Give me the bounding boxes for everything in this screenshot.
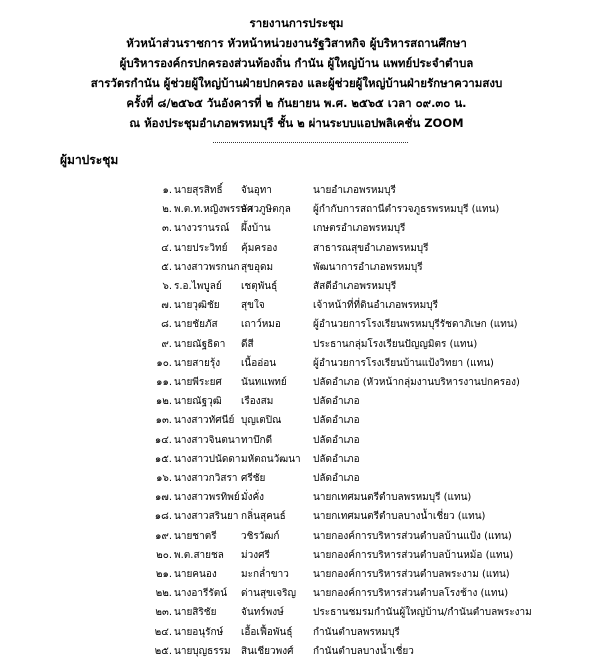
attendee-position: ปลัดอำเภอ (หัวหน้ากลุ่มงานบริหารงานปกครอง) — [313, 377, 520, 388]
attendee-position: สาธารณสุขอำเภอพรหมบุรี — [313, 243, 429, 254]
attendee-row — [0, 567, 593, 582]
attendee-row — [0, 452, 593, 467]
attendee-row — [0, 586, 593, 601]
attendee-first-name: นางสาวกวิสรา — [174, 473, 238, 484]
attendee-last-name: เถาว์หมอ — [241, 319, 281, 330]
attendee-first-name: นายคนอง — [174, 569, 217, 580]
section-heading-attendees: ผู้มาประชุม — [60, 153, 119, 167]
attendee-number: ๗. — [161, 300, 172, 311]
attendee-number: ๑๗. — [154, 492, 172, 503]
attendee-row — [0, 356, 593, 371]
attendee-row — [0, 644, 593, 659]
attendee-number: ๑๙. — [155, 531, 172, 542]
attendee-last-name: ผึ้งบ้าน — [241, 223, 271, 234]
attendee-row — [0, 317, 593, 332]
attendee-number: ๒๓. — [155, 607, 172, 618]
attendee-last-name: กลิ่นสุคนธ์ — [241, 511, 286, 522]
attendee-row — [0, 375, 593, 390]
attendee-last-name: เนื้ออ่อน — [241, 358, 277, 369]
title-divider — [213, 142, 408, 143]
attendee-last-name: จันทร์พงษ์ — [241, 607, 284, 618]
attendee-number: ๒๐. — [156, 550, 172, 561]
attendee-position: ปลัดอำเภอ — [313, 435, 360, 446]
attendee-number: ๒๔. — [154, 627, 172, 638]
attendee-last-name: วชิรวัฒก์ — [241, 531, 280, 542]
attendee-first-name: นางวรานรณ์ — [174, 223, 230, 234]
attendee-position: ประธานชมรมกำนันผู้ใหญ่บ้าน/กำนันตำบลพระงาม — [313, 607, 532, 618]
attendee-first-name: นายณัฐวุฒิ — [174, 396, 222, 407]
attendee-first-name: นางสาวสรินยา — [174, 511, 239, 522]
attendee-number: ๒. — [162, 204, 172, 215]
attendee-number: ๑. — [162, 185, 172, 196]
attendee-first-name: นายชัยภัส — [174, 319, 218, 330]
attendee-first-name: นางอารีรัตน์ — [174, 588, 228, 599]
attendee-row — [0, 413, 593, 428]
attendee-position: ปลัดอำเภอ — [313, 396, 360, 407]
attendee-row — [0, 202, 593, 217]
attendee-row — [0, 279, 593, 294]
attendee-first-name: นายสิริชัย — [174, 607, 217, 618]
attendee-row — [0, 260, 593, 275]
attendee-first-name: นายสายรุ้ง — [174, 358, 221, 369]
attendee-position: ปลัดอำเภอ — [313, 415, 360, 426]
attendee-row — [0, 433, 593, 448]
attendee-position: ผู้อำนวยการโรงเรียนบ้านแป้งวิทยา (แทน) — [313, 358, 494, 369]
attendee-last-name: เรืองสม — [241, 396, 274, 407]
attendee-position: เจ้าหน้าที่ที่ดินอำเภอพรหมบุรี — [313, 300, 438, 311]
attendee-first-name: นายประวิทย์ — [174, 243, 228, 254]
attendee-last-name: ด่านสุขเจริญ — [241, 588, 297, 599]
attendee-last-name: ทาบึกดี — [241, 435, 273, 446]
attendee-group-line-3: สารวัตรกำนัน ผู้ช่วยผู้ใหญ่บ้านฝ่ายปกครอง และผู้ช่วยผู้ใหญ่บ้านฝ่ายรักษาความสงบ — [90, 76, 503, 90]
attendee-position: กำนันตำบลพรหมบุรี — [313, 627, 400, 638]
attendee-position: ปลัดอำเภอ — [313, 473, 360, 484]
attendee-position: ปลัดอำเภอ — [313, 454, 360, 465]
meeting-venue-line: ณ ห้องประชุมอำเภอพรหมบุรี ชั้น ๒ ผ่านระบบแอปพลิเคชั่น ZOOM — [129, 116, 464, 130]
attendee-last-name: มหัตถนวัฒนา — [241, 454, 301, 465]
attendee-position: ผู้อำนวยการโรงเรียนพรหมบุรีรัชดาภิเษก (แทน) — [313, 319, 518, 330]
attendee-row — [0, 490, 593, 505]
attendee-number: ๑๒. — [155, 396, 172, 407]
attendee-first-name: นายพีระยศ — [174, 377, 222, 388]
attendee-last-name: สินเชียวพงศ์ — [241, 646, 294, 657]
attendee-number: ๑๔. — [154, 435, 172, 446]
attendee-row — [0, 221, 593, 236]
attendee-position: นายกองค์การบริหารส่วนตำบลโรงช้าง (แทน) — [313, 588, 509, 599]
attendee-row — [0, 625, 593, 640]
attendee-last-name: สุขใจ — [241, 300, 265, 311]
attendee-last-name: มะกล่ำขาว — [241, 569, 289, 580]
attendee-last-name: จันอุทา — [241, 185, 272, 196]
attendee-last-name: คุ้มครอง — [241, 243, 278, 254]
attendee-row — [0, 337, 593, 352]
attendee-row — [0, 394, 593, 409]
attendee-row — [0, 471, 593, 486]
attendee-position: ประธานกลุ่มโรงเรียนปัญญมิตร (แทน) — [313, 339, 478, 350]
attendee-position: นายกองค์การบริหารส่วนตำบลบ้านหม้อ (แทน) — [313, 550, 514, 561]
attendee-group-line-1: หัวหน้าส่วนราชการ หัวหน้าหน่วยงานรัฐวิสาหกิจ ผู้บริหารสถานศึกษา — [126, 36, 467, 50]
attendee-row — [0, 509, 593, 524]
attendee-last-name: สุขอุดม — [241, 262, 274, 273]
attendee-first-name: นางสาวปนัดดา — [174, 454, 241, 465]
attendee-last-name: เชตุพันธุ์ — [241, 281, 278, 292]
attendee-last-name: ม่วงศรี — [241, 550, 270, 561]
attendee-first-name: นายสุรสิทธิ์ — [174, 185, 223, 196]
attendee-position: นายกเทศมนตรีตำบลพรหมบุรี (แทน) — [313, 492, 472, 503]
attendee-number: ๒๕. — [154, 646, 172, 657]
attendee-number: ๑๖. — [156, 473, 172, 484]
meeting-date-line: ครั้งที่ ๘/๒๕๖๕ วันอังคารที่ ๒ กันยายน พ.ศ. ๒๕๖๕ เวลา ๐๙.๓๐ น. — [126, 96, 467, 110]
attendee-first-name: พ.ต.สายชล — [174, 550, 224, 561]
attendee-number: ๙. — [161, 339, 172, 350]
attendee-number: ๖. — [162, 281, 172, 292]
attendee-row — [0, 298, 593, 313]
attendee-position: ผู้กำกับการสถานีตำรวจภูธรพรหมบุรี (แทน) — [313, 204, 500, 215]
attendee-first-name: นายอนุรักษ์ — [174, 627, 224, 638]
attendee-row — [0, 241, 593, 256]
attendee-first-name: ร.อ.ไพบูลย์ — [174, 281, 222, 292]
attendee-last-name: มั่งคั่ง — [241, 492, 265, 503]
attendee-last-name: เอื้อเฟื้อพันธุ์ — [241, 627, 293, 638]
attendee-first-name: นางสาวพรกนก — [174, 262, 240, 273]
attendee-last-name: ศรีชัย — [241, 473, 266, 484]
attendee-row — [0, 529, 593, 544]
attendee-first-name: นายวุฒิชัย — [174, 300, 220, 311]
attendee-number: ๒๒. — [155, 588, 172, 599]
attendee-position: เกษตรอำเภอพรหมบุรี — [313, 223, 406, 234]
attendee-position: นายอำเภอพรหมบุรี — [313, 185, 396, 196]
attendee-position: นายกเทศมนตรีตำบลบางน้ำเชี่ยว (แทน) — [313, 511, 486, 522]
attendee-first-name: นายณัฐธิดา — [174, 339, 226, 350]
attendee-first-name: นางสาวจินตนา — [174, 435, 241, 446]
attendee-number: ๘. — [161, 319, 172, 330]
attendee-number: ๔. — [161, 243, 172, 254]
attendee-number: ๒๑. — [155, 569, 172, 580]
report-title: รายงานการประชุม — [249, 16, 344, 30]
attendee-number: ๑๑. — [156, 377, 172, 388]
attendee-group-line-2: ผู้บริหารองค์กรปกครองส่วนท้องถิ่น กำนัน ผู้ใหญ่บ้าน แพทย์ประจำตำบล — [119, 56, 474, 70]
attendee-position: นายกองค์การบริหารส่วนตำบลพระงาม (แทน) — [313, 569, 510, 580]
attendee-number: ๑๕. — [154, 454, 172, 465]
attendee-first-name: นางสาวทัศนีย์ — [174, 415, 235, 426]
attendee-last-name: นันทแพทย์ — [241, 377, 287, 388]
attendee-last-name: บุญเตปิณ — [241, 415, 282, 426]
attendee-position: พัฒนาการอำเภอพรหมบุรี — [313, 262, 423, 273]
attendee-position: นายกองค์การบริหารส่วนตำบลบ้านแป้ง (แทน) — [313, 531, 512, 542]
attendee-number: ๕. — [161, 262, 172, 273]
attendee-row — [0, 548, 593, 563]
attendee-first-name: นายบุญธรรม — [174, 646, 231, 657]
attendee-position: สัสดีอำเภอพรหมบุรี — [313, 281, 397, 292]
attendee-first-name: นายชาตรี — [174, 531, 217, 542]
attendee-number: ๑๘. — [154, 511, 172, 522]
attendee-first-name: นางสาวพรทิพย์ — [174, 492, 240, 503]
attendee-number: ๑๓. — [155, 415, 172, 426]
attendee-row — [0, 183, 593, 198]
attendee-number: ๓. — [161, 223, 172, 234]
attendee-number: ๑๐. — [156, 358, 172, 369]
attendee-position: กำนันตำบลบางน้ำเชี่ยว — [313, 646, 414, 657]
attendee-row — [0, 605, 593, 620]
attendee-first-name: พ.ต.ท.หญิงพรรษา — [174, 204, 253, 215]
attendee-last-name: ดีสี — [241, 339, 254, 350]
attendee-last-name: อัศวภูษิตกุล — [241, 204, 291, 215]
